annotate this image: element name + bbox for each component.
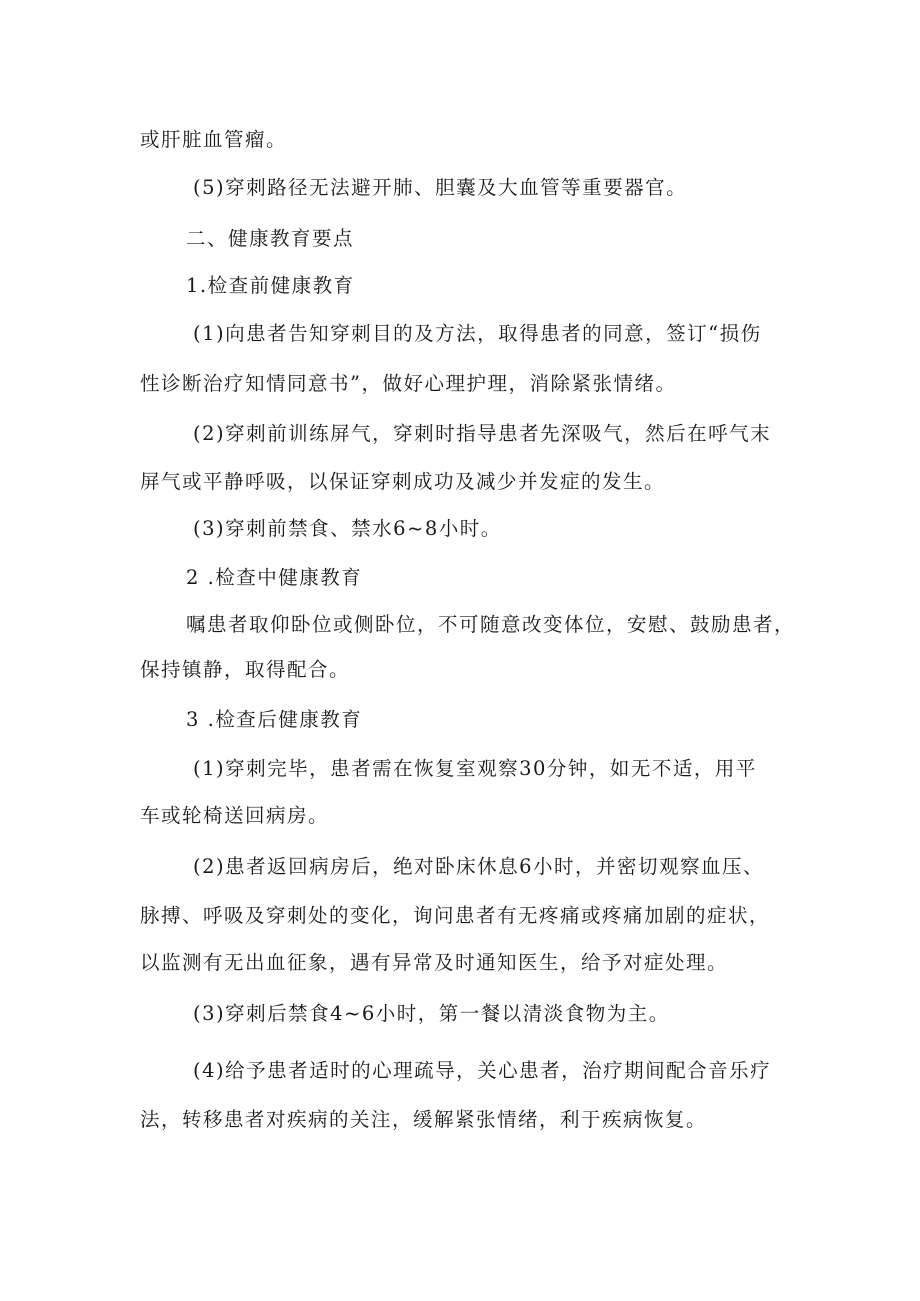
- paragraph-line: 屏气或平静呼吸，以保证穿刺成功及减少并发症的发生。: [140, 470, 666, 493]
- paragraph-line: 车或轮椅送回病房。: [140, 804, 330, 827]
- section-heading: 二、健康教育要点: [186, 227, 355, 250]
- paragraph-line: 以监测有无出血征象，遇有异常及时通知医生，给予对症处理。: [140, 951, 729, 974]
- paragraph-line: (3)穿刺前禁食、禁水6~8小时。: [193, 517, 502, 540]
- paragraph-line: (2)穿刺前训练屏气，穿刺时指导患者先深吸气，然后在呼气末: [193, 422, 772, 445]
- paragraph-line: (1)穿刺完毕，患者需在恢复室观察30分钟，如无不适，用平: [193, 757, 757, 780]
- paragraph-line: 保持镇静，取得配合。: [140, 658, 351, 681]
- paragraph-line: 或肝脏血管瘤。: [140, 128, 288, 151]
- subsection-heading: 1.检查前健康教育: [186, 274, 355, 297]
- subsection-heading: 3 .检查后健康教育: [186, 708, 363, 731]
- paragraph-line: 法，转移患者对疾病的关注，缓解紧张情绪，利于疾病恢复。: [140, 1108, 708, 1131]
- paragraph-line: 脉搏、呼吸及穿刺处的变化，询问患者有无疼痛或疼痛加剧的症状，: [140, 904, 771, 927]
- subsection-heading: 2 .检查中健康教育: [186, 566, 363, 589]
- paragraph-line: 性诊断治疗知情同意书”，做好心理护理，消除紧张情绪。: [140, 372, 677, 395]
- paragraph-line: (3)穿刺后禁食4~6小时，第一餐以清淡食物为主。: [193, 1002, 670, 1025]
- paragraph-line: (1)向患者告知穿刺目的及方法，取得患者的同意，签订“损伤: [193, 322, 762, 345]
- paragraph-line: 嘱患者取仰卧位或侧卧位，不可随意改变体位，安慰、鼓励患者，: [186, 613, 796, 636]
- paragraph-line: (4)给予患者适时的心理疏导，关心患者，治疗期间配合音乐疗: [193, 1059, 772, 1082]
- paragraph-line: (5)穿刺路径无法避开肺、胆囊及大血管等重要器官。: [193, 176, 688, 199]
- paragraph-line: (2)患者返回病房后，绝对卧床休息6小时，并密切观察血压、: [193, 855, 765, 878]
